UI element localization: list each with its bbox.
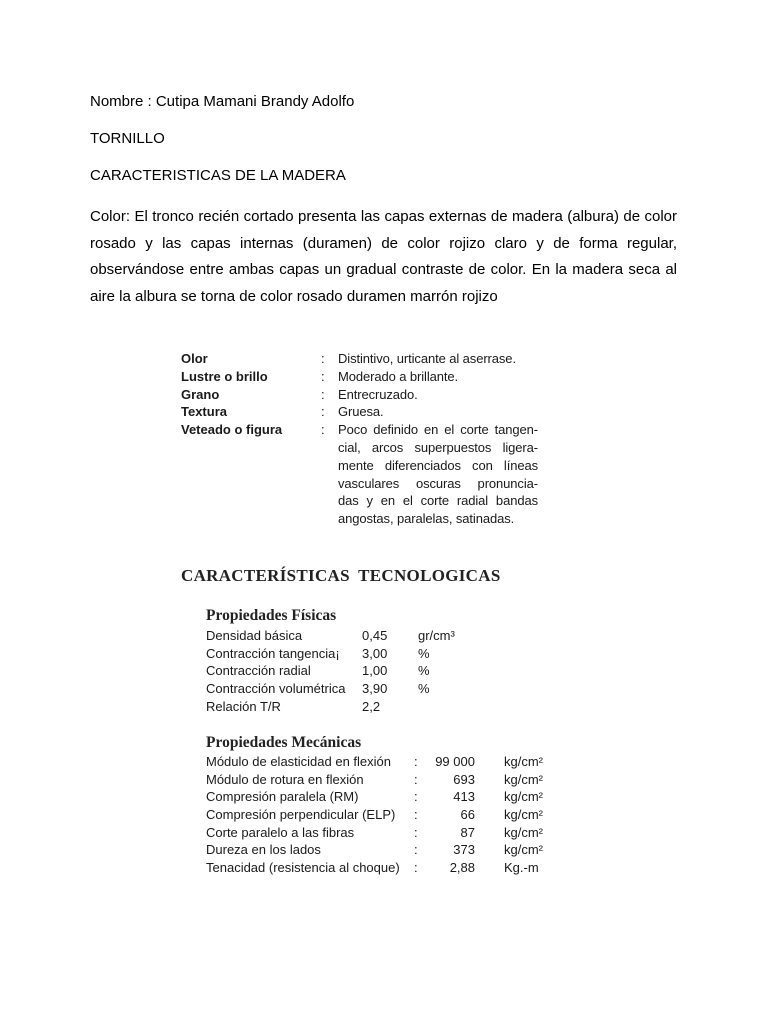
property-unit: kg/cm²	[504, 789, 543, 805]
property-unit: kg/cm²	[504, 754, 543, 769]
property-label: Grano	[181, 386, 220, 402]
value-units: 000	[453, 754, 475, 769]
property-value: 1,00	[362, 663, 388, 679]
table-row	[206, 841, 564, 859]
property-value: 693	[453, 771, 475, 787]
value-line: Distintivo, urticante al aserrase.	[338, 351, 516, 366]
table-row	[206, 824, 564, 842]
property-name: Contracción tangencia¡	[206, 645, 340, 661]
organoleptic-row	[181, 368, 541, 386]
property-label: Lustre o brillo	[181, 368, 268, 384]
property-label: Textura	[181, 404, 227, 420]
property-value: 3,90	[362, 681, 388, 697]
separator: :	[414, 807, 418, 823]
property-value: 0,45	[362, 628, 388, 643]
property-unit	[418, 698, 478, 716]
property-value: 87	[460, 824, 475, 840]
property-name: Compresión perpendicular (ELP)	[206, 807, 396, 823]
organoleptic-row	[181, 386, 541, 404]
property-name: Tenacidad (resistencia al choque)	[206, 860, 400, 876]
property-value: 373	[453, 842, 475, 858]
species-title: TORNILLO	[90, 130, 165, 147]
property-value	[338, 403, 538, 421]
color-description	[90, 204, 677, 310]
property-value: 413	[453, 789, 475, 805]
separator: :	[414, 789, 418, 805]
property-value	[338, 350, 538, 368]
property-value: 66	[460, 807, 475, 823]
separator: :	[321, 351, 325, 366]
property-unit: kg/cm²	[504, 824, 543, 840]
table-row	[206, 627, 478, 645]
value-line: Moderado a brillante.	[338, 368, 459, 384]
property-value	[338, 368, 538, 386]
property-value	[338, 386, 538, 404]
property-unit: Kg.-m	[504, 860, 539, 876]
separator: :	[414, 754, 418, 769]
property-unit: gr/cm³	[418, 628, 455, 643]
separator: :	[414, 842, 418, 858]
organoleptic-row	[181, 350, 541, 368]
tech-heading: CARACTERÍSTICAS TECNOLOGICAS	[181, 566, 501, 585]
value-line: das y en el corte radial bandas	[338, 493, 538, 509]
separator: :	[321, 422, 325, 438]
property-name: Contracción radial	[206, 663, 311, 679]
property-unit: %	[418, 681, 430, 697]
separator: :	[321, 386, 325, 402]
mechanical-heading: Propiedades Mecánicas	[206, 734, 362, 751]
property-unit: kg/cm²	[504, 807, 543, 823]
property-name: Relación T/R	[206, 698, 281, 714]
property-unit: kg/cm²	[504, 842, 543, 858]
property-name: Contracción volumétrica	[206, 681, 346, 697]
property-name: Corte paralelo a las fibras	[206, 824, 355, 840]
paragraph-line: aire la albura se torna de color rosado duramen marrón rojizo	[90, 287, 498, 305]
table-row	[206, 698, 478, 716]
table-row	[206, 859, 564, 877]
section-title: CARACTERISTICAS DE LA MADERA	[90, 167, 346, 184]
property-unit: %	[418, 645, 430, 661]
table-row	[206, 788, 564, 806]
value-line: Gruesa.	[338, 404, 384, 420]
property-name: Compresión paralela (RM)	[206, 789, 359, 805]
property-name: Densidad básica	[206, 628, 303, 643]
property-value: 2,88	[449, 860, 475, 876]
property-label: Veteado o figura	[181, 422, 283, 438]
value-line: vasculares oscuras pronuncia-	[338, 475, 538, 491]
table-row	[206, 680, 478, 698]
physical-heading: Propiedades Físicas	[206, 607, 337, 624]
property-value	[430, 753, 475, 771]
value-line: angostas, paralelas, satinadas.	[338, 511, 515, 527]
separator: :	[321, 368, 325, 384]
student-name: Nombre : Cutipa Mamani Brandy Adolfo	[90, 93, 355, 110]
paragraph-line: Color: El tronco recién cortado presenta las capas externas de madera (albura) de color	[90, 208, 677, 225]
property-value	[338, 421, 538, 528]
property-name: Módulo de rotura en flexión	[206, 771, 364, 787]
property-unit: %	[418, 663, 430, 679]
property-unit: kg/cm²	[504, 771, 543, 787]
separator: :	[321, 404, 325, 420]
physical-table	[206, 627, 478, 715]
organoleptic-row	[181, 421, 541, 528]
table-row	[206, 771, 564, 789]
table-row	[206, 662, 478, 680]
value-thousands: 99	[435, 754, 450, 769]
organoleptic-row	[181, 403, 541, 421]
property-value: 2,2	[362, 698, 381, 714]
paragraph-line: observándose entre ambas capas un gradual contraste de color. En la madera seca al	[90, 261, 677, 278]
mechanical-table	[206, 753, 564, 877]
property-value: 3,00	[362, 645, 388, 661]
paragraph-line: rosado y las capas internas (duramen) de color rojizo claro y de forma regular,	[90, 234, 677, 252]
value-line: Entrecruzado.	[338, 386, 418, 402]
value-line: cial, arcos superpuestos ligera-	[338, 439, 538, 455]
value-line: mente diferenciados con líneas	[338, 457, 538, 473]
table-row	[206, 753, 564, 771]
table-row	[206, 806, 564, 824]
property-label: Olor	[181, 351, 208, 366]
property-name: Dureza en los lados	[206, 842, 321, 858]
separator: :	[414, 860, 418, 876]
organoleptic-table	[181, 350, 541, 528]
separator: :	[414, 824, 418, 840]
table-row	[206, 645, 478, 663]
separator: :	[414, 771, 418, 787]
property-name: Módulo de elasticidad en flexión	[206, 754, 392, 769]
value-line: Poco definido en el corte tangen-	[338, 422, 538, 438]
